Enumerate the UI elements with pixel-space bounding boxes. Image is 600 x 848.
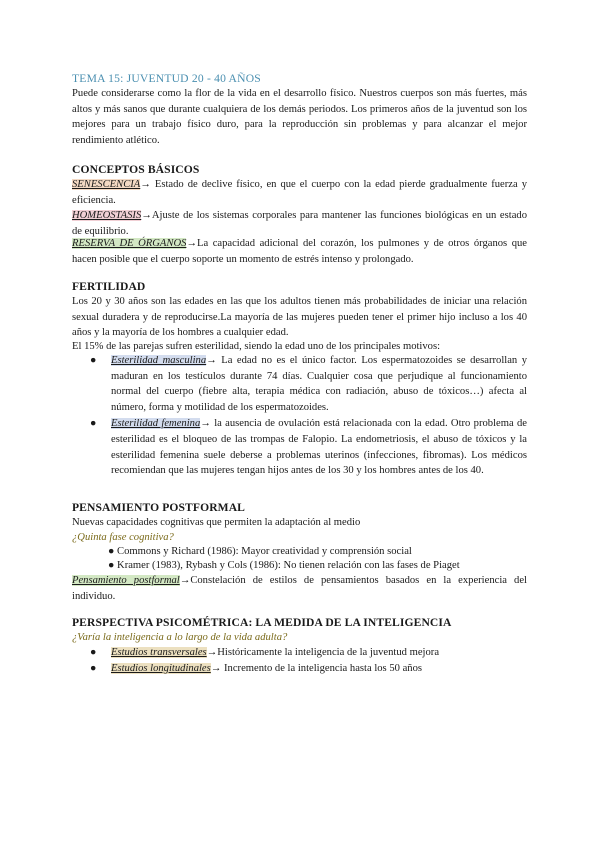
- term-estudios-longitudinales: Estudios longitudinales: [111, 662, 211, 674]
- fertilidad-list: [72, 353, 527, 479]
- bullet-text: Incremento de la inteligencia hasta los 50 años: [224, 662, 422, 674]
- section-heading-fertilidad: FERTILIDAD: [72, 280, 146, 293]
- fertilidad-paragraph: Los 20 y 30 años son las edades en las que los adultos tienen más probabilidades de iniciar una relación sexual duradera y de reproducirse.La mayoría de las mujeres pueden tener el primer hijo incluso a los 40 años y la mayoría de los hombres a cualquier edad.: [72, 296, 527, 339]
- section-heading-postformal: PENSAMIENTO POSTFORMAL: [72, 501, 246, 514]
- reference-commons: ● Commons y Richard (1986): Mayor creatividad y comprensión social: [108, 546, 412, 557]
- arrow: →: [141, 210, 152, 221]
- psicometrica-question: ¿Varía la inteligencia a lo largo de la vida adulta?: [72, 632, 288, 643]
- list-item: [72, 645, 527, 661]
- list-item: [72, 661, 527, 677]
- bullet-text: la ausencia de ovulación está relacionada con la edad. Otro problema de esterilidad es el bloqueo de las trompas de Falopio. La endometriosis, el abuso de tóxicos y la esterilidad femenina suele deberse a problemas uterinos (infecciones, fibromas). Los médicos recomiendan que las mujeres tengan hijos antes de los 30 y los hombres antes de los 40.: [111, 418, 527, 477]
- arrow: →: [186, 238, 197, 249]
- reference-kramer: ● Kramer (1983), Rybash y Cols (1986): No tienen relación con las fases de Piaget: [108, 560, 460, 571]
- term-senescencia: SENESCENCIA: [72, 179, 141, 190]
- list-item: [72, 416, 527, 478]
- arrow: →: [179, 575, 191, 586]
- postformal-definition: [72, 573, 527, 604]
- section-heading-psicometrica: PERSPECTIVA PSICOMÉTRICA: LA MEDIDA DE LA INTELIGENCIA: [72, 616, 452, 629]
- term-reserva-organos: RESERVA DE ÓRGANOS: [72, 238, 187, 249]
- intro-paragraph: Puede considerarse como la flor de la vida en el desarrollo físico. Nuestros cuerpos son más fuertes, más altos y más sanos que durante cualquiera de los demás periodos. Los primeros años de la juventud son los mejores para un trabajo físico duro, para la reproducción sin problemas y para alcanzar el mejor rendimiento atlético.: [72, 88, 527, 146]
- concept-homeostasis: [72, 208, 527, 239]
- psicometrica-list: [72, 645, 527, 676]
- term-estudios-transversales: Estudios transversales: [111, 647, 207, 658]
- term-homeostasis: HOMEOSTASIS: [72, 210, 142, 221]
- concept-reserva-organos: [72, 236, 527, 267]
- bullet-icon: ●: [90, 418, 97, 430]
- arrow: →: [200, 418, 215, 430]
- bullet-text: Históricamente la inteligencia de la juventud mejora: [217, 647, 440, 658]
- section-heading-conceptos: CONCEPTOS BÁSICOS: [72, 163, 200, 176]
- page-title: TEMA 15: JUVENTUD 20 - 40 AÑOS: [72, 72, 261, 85]
- arrow: →: [206, 355, 222, 366]
- definition-text: Ajuste de los sistemas corporales para mantener las funciones biológicas en un estado de equilibrio.: [72, 210, 527, 237]
- concept-senescencia: [72, 177, 527, 208]
- list-item: [72, 353, 527, 415]
- postformal-question: ¿Quinta fase cognitiva?: [72, 532, 174, 543]
- arrow: →: [210, 662, 225, 674]
- bullet-icon: ●: [90, 355, 97, 366]
- arrow: →: [140, 179, 155, 190]
- term-esterilidad-femenina: Esterilidad femenina: [111, 418, 201, 430]
- definition-text: La capacidad adicional del corazón, los pulmones y de otros órganos que hacen posible que el cuerpo soporte un momento de estrés intenso y prolongado.: [72, 238, 527, 265]
- term-pensamiento-postformal: Pensamiento postformal: [72, 575, 180, 586]
- postformal-intro: Nuevas capacidades cognitivas que permiten la adaptación al medio: [72, 517, 361, 528]
- definition-text: Constelación de estilos de pensamientos basados en la experiencia del individuo.: [72, 575, 527, 602]
- bullet-icon: ●: [90, 647, 97, 658]
- bullet-text: La edad no es el único factor. Los espermatozoides se desarrollan y maduran en los testículos durante 74 días. Cualquier cosa que perjudique al funcionamiento normal del cuerpo (fiebre alta, terapia médica con radiación, abuso de tóxicos…) afecta al número, forma y motilidad de los espermatozoides.: [111, 355, 528, 413]
- bullet-icon: ●: [90, 662, 97, 674]
- fertilidad-note: El 15% de las parejas sufren esterilidad, siendo la edad uno de los principales motivos:: [72, 341, 441, 352]
- term-esterilidad-masculina: Esterilidad masculina: [111, 355, 207, 366]
- definition-text: Estado de declive físico, en que el cuerpo con la edad pierde gradualmente fuerza y eficiencia.: [72, 179, 527, 206]
- arrow: →: [206, 647, 218, 658]
